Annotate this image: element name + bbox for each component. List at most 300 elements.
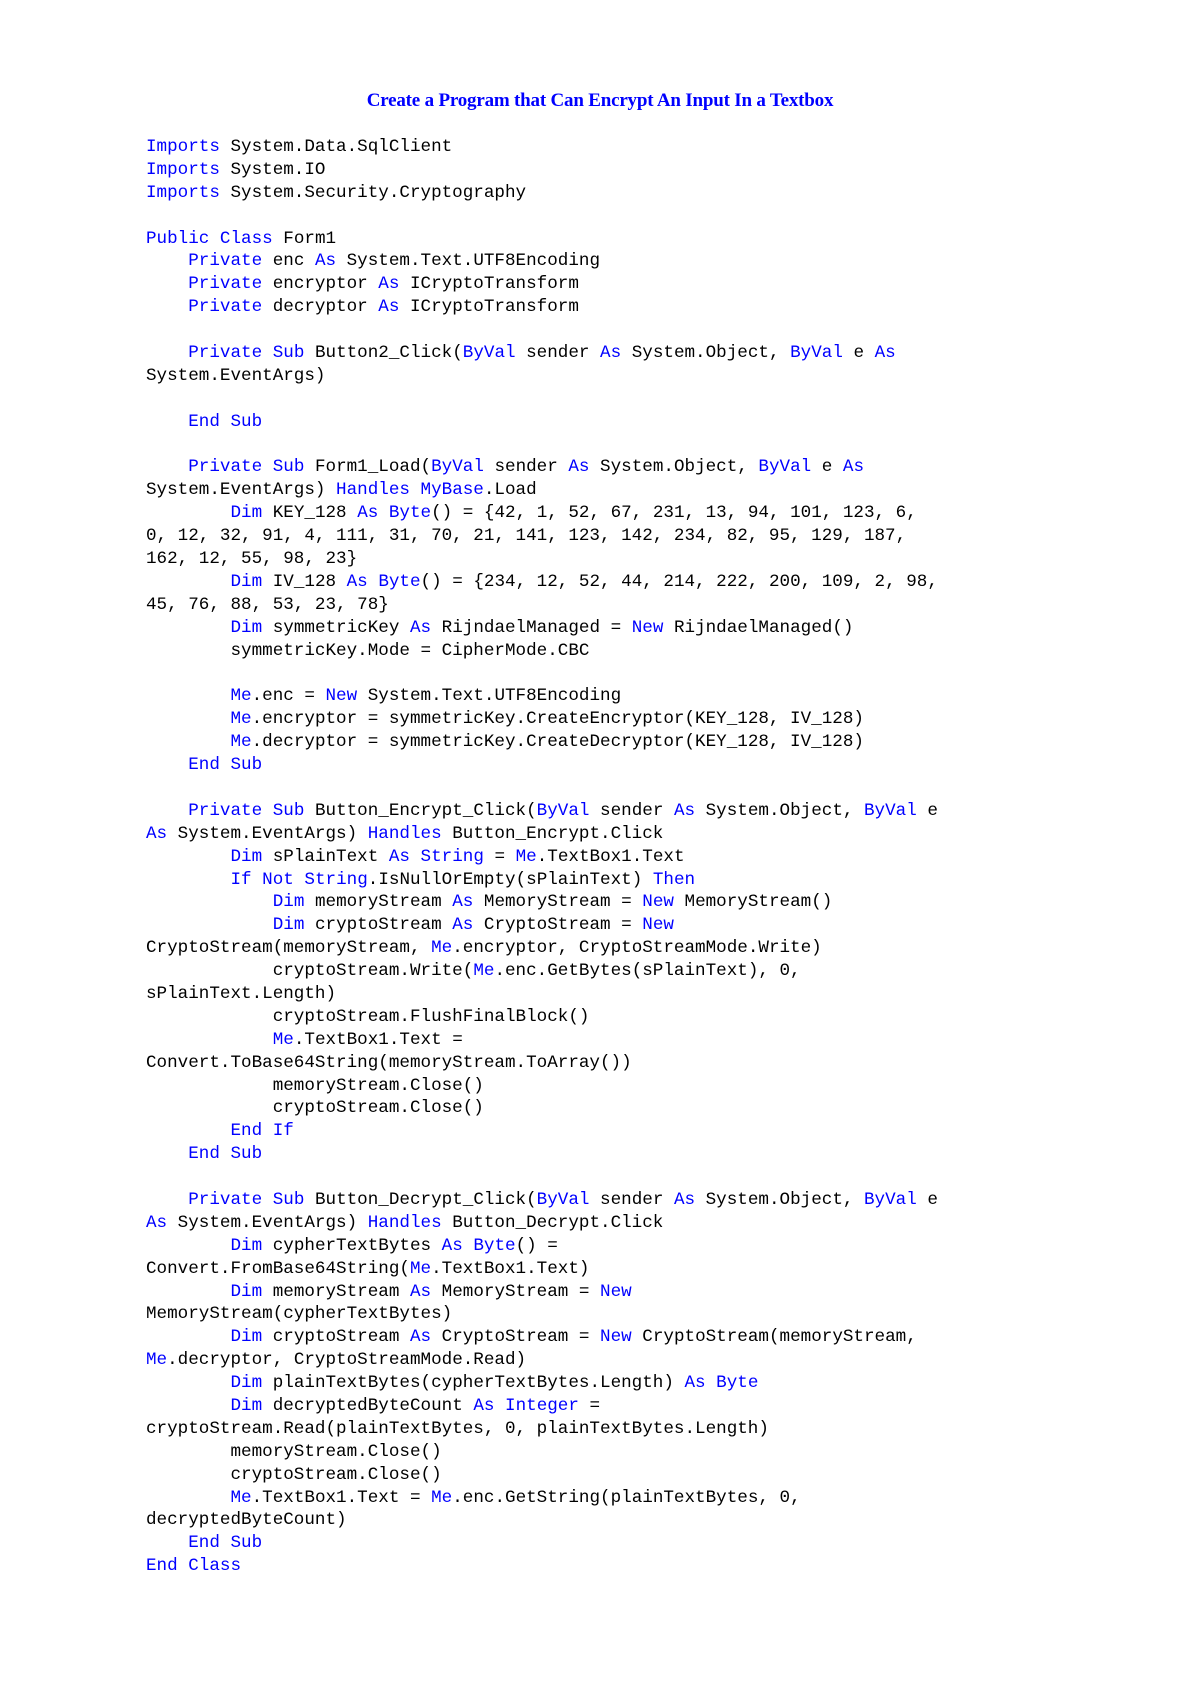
- code-text: [146, 1282, 230, 1302]
- code-keyword: Me: [146, 1350, 168, 1371]
- code-text: [262, 801, 273, 821]
- code-text: [146, 297, 188, 317]
- code-text: System.Text.UTF8Encoding: [336, 251, 601, 272]
- code-text: CryptoStream(memoryStream,: [631, 1327, 917, 1348]
- code-text: [209, 229, 220, 249]
- code-line: [146, 502, 1146, 525]
- code-keyword: Dim: [230, 1395, 263, 1416]
- code-keyword: ByVal: [864, 1189, 917, 1210]
- code-keyword: As: [378, 297, 400, 318]
- code-line: [146, 1075, 1146, 1098]
- code-keyword: Imports: [146, 159, 220, 180]
- code-line: [146, 823, 1146, 846]
- code-line: [146, 731, 1146, 754]
- code-text: sender: [515, 343, 601, 364]
- code-text: .decryptor = symmetricKey.CreateDecryptor(KEY_128, IV_128): [251, 732, 864, 753]
- code-text: .TextBox1.Text): [431, 1258, 590, 1279]
- code-keyword: Sub: [230, 1533, 263, 1554]
- code-keyword: ByVal: [758, 457, 812, 478]
- code-line: [146, 296, 1146, 319]
- code-text: decryptedByteCount): [146, 1510, 347, 1531]
- code-line: [146, 273, 1146, 296]
- code-text: Button_Decrypt.Click: [441, 1212, 664, 1233]
- code-text: System.EventArgs): [146, 480, 337, 501]
- code-line: [146, 571, 1146, 594]
- code-text: System.Object,: [695, 1189, 864, 1210]
- code-keyword: Me: [230, 686, 252, 707]
- code-keyword: If: [272, 1121, 294, 1142]
- code-text: CryptoStream =: [473, 915, 643, 936]
- code-text: [252, 870, 263, 890]
- code-text: [220, 1533, 231, 1553]
- code-text: plainTextBytes(cypherTextBytes.Length): [262, 1373, 685, 1394]
- code-text: sender: [589, 1189, 674, 1210]
- code-line: [146, 1326, 1146, 1349]
- code-text: e: [811, 457, 843, 478]
- code-text: 45, 76, 88, 53, 23, 78}: [146, 594, 389, 615]
- code-keyword: New: [631, 617, 664, 638]
- code-keyword: As: [600, 343, 622, 364]
- code-text: [146, 412, 188, 432]
- code-text: [220, 412, 231, 432]
- code-text: Button2_Click(: [304, 343, 463, 364]
- code-keyword: As: [409, 1281, 432, 1302]
- code-text: System.EventArgs): [167, 1212, 368, 1233]
- code-line: [146, 319, 1146, 342]
- code-text: () = {42, 1, 52, 67, 231, 13, 94, 101, 123, 6,: [431, 503, 917, 524]
- code-text: [146, 755, 188, 775]
- code-text: enc: [262, 251, 315, 272]
- code-line: [146, 594, 1146, 617]
- code-keyword: Sub: [272, 343, 305, 364]
- code-line: [146, 846, 1146, 869]
- code-line: [146, 662, 1146, 685]
- code-text: [146, 1488, 230, 1508]
- code-keyword: End: [188, 1144, 220, 1165]
- code-keyword: Private: [188, 343, 263, 364]
- code-text: memoryStream.Close(): [146, 1075, 484, 1096]
- code-text: CryptoStream(memoryStream,: [146, 938, 432, 959]
- code-keyword: End: [146, 1556, 178, 1577]
- code-text: [146, 892, 273, 912]
- code-keyword: Dim: [230, 571, 263, 592]
- code-line: [146, 1235, 1146, 1258]
- code-keyword: Dim: [230, 846, 263, 867]
- code-text: [146, 343, 188, 363]
- code-keyword: As: [378, 274, 400, 295]
- code-line: [146, 1006, 1146, 1029]
- code-keyword: End: [230, 1121, 263, 1142]
- code-keyword: Private: [188, 800, 263, 821]
- code-text: System.IO: [219, 159, 326, 180]
- code-line: [146, 1166, 1146, 1189]
- code-keyword: As: [146, 1212, 168, 1233]
- code-text: () =: [515, 1235, 558, 1256]
- code-text: cryptoStream: [262, 1327, 410, 1348]
- code-line: [146, 617, 1146, 640]
- code-text: .enc.GetBytes(sPlainText), 0,: [494, 961, 801, 982]
- code-text: memoryStream: [262, 1281, 410, 1302]
- code-line: [146, 937, 1146, 960]
- code-text: [220, 755, 231, 775]
- code-line: [146, 1441, 1146, 1464]
- code-keyword: Private: [188, 297, 263, 318]
- code-line: [146, 159, 1146, 182]
- code-keyword: ByVal: [790, 343, 843, 364]
- code-text: MemoryStream(cypherTextBytes): [146, 1304, 453, 1325]
- code-line: [146, 434, 1146, 457]
- code-line: [146, 205, 1146, 228]
- code-line: [146, 777, 1146, 800]
- code-text: [146, 572, 230, 592]
- code-text: [146, 1144, 188, 1164]
- code-text: System.Object,: [589, 457, 759, 478]
- code-keyword: As: [673, 800, 696, 821]
- code-text: [146, 847, 230, 867]
- code-keyword: Integer: [505, 1395, 579, 1416]
- code-keyword: Private: [188, 457, 263, 478]
- code-text: MemoryStream =: [473, 892, 643, 913]
- code-line: [146, 800, 1146, 823]
- code-text: sender: [589, 800, 674, 821]
- code-text: [378, 503, 389, 523]
- code-line: [146, 136, 1146, 159]
- code-text: System.EventArgs): [167, 823, 368, 844]
- code-line: [146, 1029, 1146, 1052]
- code-keyword: New: [325, 686, 358, 707]
- code-text: [146, 251, 188, 271]
- code-text: .IsNullOrEmpty(sPlainText): [367, 869, 653, 890]
- code-keyword: Private: [188, 274, 263, 295]
- code-line: [146, 914, 1146, 937]
- code-text: sPlainText: [262, 846, 389, 867]
- code-keyword: ByVal: [431, 457, 484, 478]
- code-keyword: Public: [146, 228, 210, 249]
- code-keyword: As: [346, 571, 368, 592]
- code-text: [146, 1533, 188, 1553]
- code-text: [146, 274, 188, 294]
- code-text: RijndaelManaged =: [431, 617, 632, 638]
- code-line: [146, 548, 1146, 571]
- code-keyword: As: [673, 1189, 696, 1210]
- code-line: [146, 1487, 1146, 1510]
- code-keyword: As: [388, 846, 410, 867]
- code-text: [410, 847, 421, 867]
- code-keyword: Imports: [146, 182, 220, 203]
- code-keyword: New: [642, 892, 674, 913]
- code-text: [146, 1190, 188, 1210]
- code-keyword: Handles: [336, 480, 410, 501]
- code-text: sPlainText.Length): [146, 983, 337, 1004]
- code-text: System.Object,: [695, 800, 864, 821]
- code-text: symmetricKey.Mode = CipherMode.CBC: [146, 640, 590, 661]
- code-keyword: End: [188, 755, 220, 776]
- code-text: [146, 457, 188, 477]
- code-line: [146, 708, 1146, 731]
- document-title: Create a Program that Can Encrypt An Input In a Textbox: [366, 90, 834, 111]
- code-text: [262, 1190, 273, 1210]
- code-keyword: String: [420, 846, 484, 867]
- code-text: [262, 343, 273, 363]
- code-line: [146, 182, 1146, 205]
- code-keyword: End: [188, 1533, 220, 1554]
- code-text: .decryptor, CryptoStreamMode.Read): [167, 1350, 527, 1371]
- code-text: e: [916, 1189, 938, 1210]
- code-text: .enc.GetString(plainTextBytes, 0,: [452, 1487, 801, 1508]
- code-keyword: Dim: [230, 1373, 263, 1394]
- code-line: [146, 1464, 1146, 1487]
- code-text: [262, 457, 273, 477]
- code-text: MemoryStream =: [431, 1281, 601, 1302]
- code-line: [146, 983, 1146, 1006]
- code-text: memoryStream.Close(): [146, 1441, 442, 1462]
- code-line: [146, 388, 1146, 411]
- code-keyword: Handles: [367, 1212, 442, 1233]
- code-keyword: As: [452, 915, 474, 936]
- code-keyword: As: [568, 457, 590, 478]
- code-keyword: Dim: [272, 915, 305, 936]
- code-text: [410, 480, 421, 500]
- code-text: Button_Encrypt_Click(: [304, 800, 537, 821]
- code-text: Button_Decrypt_Click(: [304, 1189, 537, 1210]
- code-text: sender: [483, 457, 569, 478]
- code-line: [146, 640, 1146, 663]
- code-text: [146, 1030, 273, 1050]
- code-keyword: Byte: [378, 571, 421, 592]
- code-line: [146, 1052, 1146, 1075]
- code-text: [706, 1373, 717, 1393]
- code-text: [220, 1144, 231, 1164]
- code-line: [146, 411, 1146, 434]
- code-line: [146, 1303, 1146, 1326]
- code-block: [146, 136, 1146, 1578]
- code-line: [146, 1509, 1146, 1532]
- code-text: MemoryStream(): [673, 892, 833, 913]
- code-keyword: String: [304, 869, 368, 890]
- code-text: e: [916, 800, 938, 821]
- code-text: [178, 1556, 189, 1576]
- code-text: [146, 1396, 230, 1416]
- code-text: cypherTextBytes: [262, 1235, 442, 1256]
- code-text: [146, 1121, 230, 1141]
- code-text: KEY_128: [262, 503, 358, 524]
- code-keyword: Class: [219, 228, 273, 249]
- code-keyword: As: [357, 503, 379, 524]
- code-text: .TextBox1.Text: [536, 846, 685, 867]
- code-line: [146, 685, 1146, 708]
- code-line: [146, 1212, 1146, 1235]
- code-line: [146, 365, 1146, 388]
- code-line: [146, 869, 1146, 892]
- code-text: [146, 1327, 230, 1347]
- code-keyword: MyBase: [420, 480, 484, 501]
- code-text: System.EventArgs): [146, 365, 326, 386]
- code-line: [146, 1143, 1146, 1166]
- code-text: [294, 870, 305, 890]
- code-line: [146, 228, 1146, 251]
- code-text: cryptoStream.Read(plainTextBytes, 0, plainTextBytes.Length): [146, 1418, 769, 1439]
- code-text: [146, 870, 230, 890]
- code-keyword: Sub: [272, 457, 305, 478]
- code-keyword: As: [452, 892, 474, 913]
- code-keyword: Byte: [473, 1235, 516, 1256]
- code-text: cryptoStream: [304, 915, 453, 936]
- code-line: [146, 1555, 1146, 1578]
- code-text: [146, 915, 273, 935]
- code-keyword: Me: [431, 1487, 453, 1508]
- code-keyword: As: [874, 343, 896, 364]
- code-text: Form1_Load(: [304, 457, 432, 478]
- code-keyword: As: [146, 823, 168, 844]
- code-text: () = {234, 12, 52, 44, 214, 222, 200, 109, 2, 98,: [420, 571, 938, 592]
- code-line: [146, 1097, 1146, 1120]
- code-text: IV_128: [262, 571, 347, 592]
- code-line: [146, 1281, 1146, 1304]
- code-line: [146, 754, 1146, 777]
- code-keyword: Sub: [272, 1189, 305, 1210]
- code-text: .TextBox1.Text =: [293, 1029, 463, 1050]
- code-text: memoryStream: [304, 892, 453, 913]
- code-keyword: Me: [431, 938, 453, 959]
- code-text: [146, 686, 230, 706]
- code-keyword: Sub: [230, 1144, 263, 1165]
- code-keyword: As: [409, 617, 432, 638]
- code-keyword: As: [314, 251, 337, 272]
- code-text: [146, 503, 230, 523]
- code-keyword: Dim: [230, 617, 263, 638]
- code-keyword: Me: [272, 1029, 294, 1050]
- code-text: Convert.ToBase64String(memoryStream.ToArray()): [146, 1052, 632, 1073]
- code-text: =: [483, 846, 516, 867]
- code-text: [146, 618, 230, 638]
- code-keyword: As: [473, 1395, 495, 1416]
- code-text: System.Object,: [621, 343, 791, 364]
- code-keyword: As: [684, 1373, 706, 1394]
- code-keyword: ByVal: [536, 1189, 590, 1210]
- code-text: System.Data.SqlClient: [219, 137, 453, 157]
- code-text: [146, 732, 230, 752]
- code-text: [368, 572, 379, 592]
- code-line: [146, 960, 1146, 983]
- code-keyword: Me: [230, 1487, 252, 1508]
- code-keyword: Class: [188, 1556, 242, 1577]
- code-keyword: New: [600, 1281, 632, 1302]
- code-text: [146, 1236, 230, 1256]
- code-text: ICryptoTransform: [399, 297, 579, 318]
- code-line: [146, 1532, 1146, 1555]
- code-line: [146, 456, 1146, 479]
- code-keyword: ByVal: [536, 800, 590, 821]
- code-keyword: End: [188, 411, 220, 432]
- code-text: .encryptor, CryptoStreamMode.Write): [452, 938, 822, 959]
- code-text: CryptoStream =: [431, 1327, 601, 1348]
- code-line: [146, 525, 1146, 548]
- code-line: [146, 1120, 1146, 1143]
- code-text: cryptoStream.Close(): [146, 1098, 484, 1119]
- code-line: [146, 1258, 1146, 1281]
- code-text: =: [578, 1395, 601, 1416]
- code-text: RijndaelManaged(): [663, 617, 854, 638]
- code-text: .TextBox1.Text =: [251, 1487, 432, 1508]
- code-keyword: New: [642, 915, 674, 936]
- code-text: System.Text.UTF8Encoding: [357, 686, 622, 707]
- code-line: [146, 1189, 1146, 1212]
- code-keyword: Me: [473, 961, 495, 982]
- code-keyword: Sub: [230, 411, 263, 432]
- code-text: [146, 709, 230, 729]
- code-keyword: As: [842, 457, 865, 478]
- code-line: [146, 891, 1146, 914]
- code-text: cryptoStream.Write(: [146, 961, 474, 982]
- code-keyword: Dim: [230, 503, 263, 524]
- code-text: 162, 12, 55, 98, 23}: [146, 549, 358, 570]
- code-keyword: If: [230, 869, 252, 890]
- code-text: decryptor: [262, 297, 379, 318]
- code-keyword: Sub: [230, 755, 263, 776]
- code-keyword: Private: [188, 1189, 263, 1210]
- code-line: [146, 1349, 1146, 1372]
- code-keyword: Not: [262, 869, 294, 890]
- code-keyword: Private: [188, 251, 263, 272]
- code-line: [146, 479, 1146, 502]
- code-keyword: Imports: [146, 137, 220, 157]
- code-keyword: Me: [230, 709, 252, 730]
- code-text: cryptoStream.Close(): [146, 1464, 442, 1485]
- code-text: Convert.FromBase64String(: [146, 1258, 410, 1279]
- code-text: ICryptoTransform: [399, 274, 579, 295]
- code-keyword: Dim: [230, 1281, 263, 1302]
- code-text: Button_Encrypt.Click: [441, 823, 664, 844]
- code-keyword: Byte: [388, 503, 432, 524]
- code-text: e: [842, 343, 875, 364]
- code-text: decryptedByteCount: [262, 1395, 474, 1416]
- code-line: [146, 342, 1146, 365]
- code-keyword: ByVal: [462, 343, 516, 364]
- code-text: .encryptor = symmetricKey.CreateEncryptor(KEY_128, IV_128): [251, 709, 864, 730]
- code-line: [146, 1372, 1146, 1395]
- code-text: 0, 12, 32, 91, 4, 111, 31, 70, 21, 141, 123, 142, 234, 82, 95, 129, 187,: [146, 526, 907, 547]
- code-keyword: Me: [230, 732, 252, 753]
- code-keyword: New: [600, 1327, 632, 1348]
- code-keyword: Dim: [230, 1327, 263, 1348]
- code-text: cryptoStream.FlushFinalBlock(): [146, 1006, 590, 1027]
- code-text: [146, 801, 188, 821]
- code-keyword: Me: [409, 1258, 432, 1279]
- code-text: Form1: [272, 228, 337, 249]
- code-keyword: As: [441, 1235, 463, 1256]
- code-keyword: Then: [652, 869, 696, 890]
- code-text: System.Security.Cryptography: [219, 182, 527, 203]
- code-keyword: Me: [515, 846, 537, 867]
- code-text: encryptor: [262, 274, 379, 295]
- code-keyword: Dim: [230, 1235, 263, 1256]
- code-keyword: Byte: [716, 1373, 759, 1394]
- code-line: [146, 250, 1146, 273]
- code-text: [146, 1373, 230, 1393]
- code-keyword: Handles: [367, 823, 442, 844]
- code-text: [463, 1236, 474, 1256]
- code-keyword: As: [409, 1327, 432, 1348]
- code-text: [262, 1121, 273, 1141]
- code-line: [146, 1395, 1146, 1418]
- code-text: .enc =: [251, 686, 326, 707]
- code-text: .Load: [483, 480, 537, 501]
- code-keyword: ByVal: [864, 800, 917, 821]
- code-text: symmetricKey: [262, 617, 410, 638]
- code-keyword: Sub: [272, 800, 305, 821]
- code-line: [146, 1418, 1146, 1441]
- code-keyword: Dim: [272, 892, 305, 913]
